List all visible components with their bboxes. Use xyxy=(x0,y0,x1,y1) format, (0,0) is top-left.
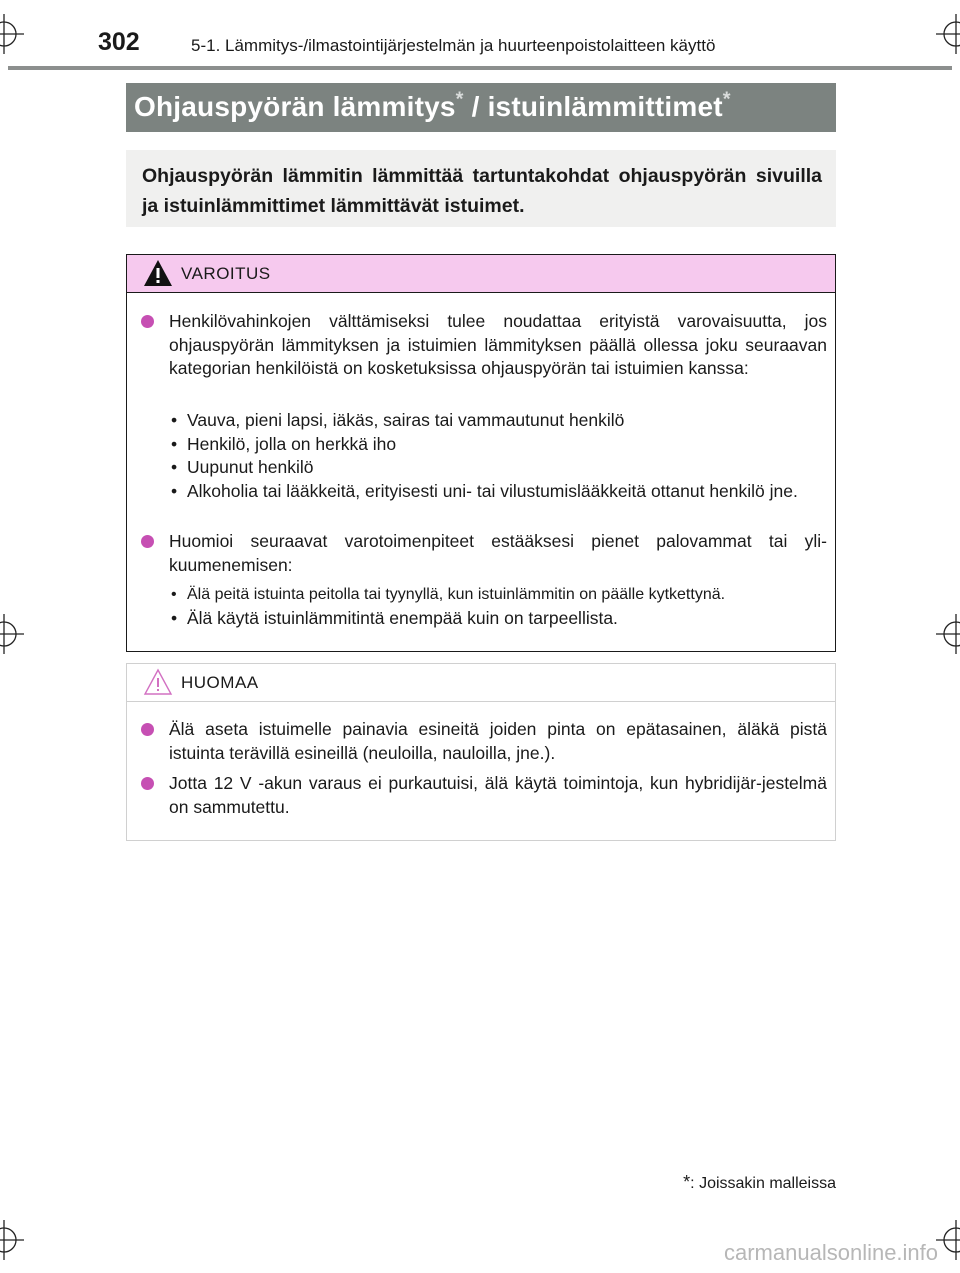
warning-sublist xyxy=(169,583,827,630)
intro-box xyxy=(126,150,836,227)
footnote xyxy=(660,1172,836,1193)
registration-mark-bottom-left xyxy=(0,1220,24,1260)
page-header xyxy=(98,28,838,64)
list-item: • Älä käytä istuinlämmitintä enempää kuin on tarpeellista. xyxy=(169,607,827,631)
section-title-part2: / istuinlämmittimet xyxy=(463,91,723,122)
section-title xyxy=(134,88,731,123)
bullet-dot-icon xyxy=(141,777,154,790)
warning-label: VAROITUS xyxy=(181,264,271,283)
asterisk-icon: * xyxy=(722,88,731,111)
notice-header xyxy=(127,664,835,702)
chapter-title: 5-1. Lämmitys-/ilmastointijärjestelmän ja huurteenpoistolaitteen käyttö xyxy=(191,36,716,55)
notice-label: HUOMAA xyxy=(181,673,259,692)
asterisk-icon: * xyxy=(683,1172,691,1192)
list-item xyxy=(141,310,827,381)
notice-item-text: Älä aseta istuimelle painavia esineitä joiden pinta on epätasainen, äläkä pistä istuinta terävillä esineillä (neuloilla, nauloilla, jne.). xyxy=(169,719,827,763)
list-item: • Vauva, pieni lapsi, iäkäs, sairas tai vammautunut henkilö xyxy=(169,409,827,433)
notice-box xyxy=(126,663,836,841)
warning-sublist xyxy=(169,409,827,503)
section-title-bar xyxy=(126,83,836,132)
warning-item-text: Henkilövahinkojen välttämiseksi tulee noudattaa erityistä varovaisuutta, jos ohjauspyörän lämmityksen ja istuimien lämmityksen päällä ollessa joku seuraavan kategorian henkilöistä on kosketuksissa ohjauspyörän tai istuimien kanssa: xyxy=(169,311,827,378)
bullet-dot-icon xyxy=(141,315,154,328)
registration-mark-middle-left xyxy=(0,614,24,654)
list-item: • Älä peitä istuinta peitolla tai tyynyllä, kun istuinlämmitin on päälle kytkettynä. xyxy=(169,583,827,607)
warning-header xyxy=(127,255,835,293)
section-title-part1: Ohjauspyörän lämmitys xyxy=(134,91,456,122)
registration-mark-bottom-right xyxy=(936,1220,960,1260)
watermark: carmanualsonline.info xyxy=(724,1240,939,1265)
list-item: • Henkilö, jolla on herkkä iho xyxy=(169,433,827,457)
list-item: • Uupunut henkilö xyxy=(169,456,827,480)
asterisk-icon: * xyxy=(455,88,464,111)
bullet-dot-icon xyxy=(141,535,154,548)
list-item xyxy=(141,772,827,819)
page-number: 302 xyxy=(98,28,140,56)
warning-box xyxy=(126,254,836,652)
list-item xyxy=(141,718,827,765)
notice-item-text: Jotta 12 V -akun varaus ei purkautuisi, älä käytä toimintoja, kun hybridijär-jestelmä on sammutettu. xyxy=(169,773,827,817)
caution-outline-icon xyxy=(143,668,173,696)
list-item: • Alkoholia tai lääkkeitä, erityisesti uni- tai vilustumislääkkeitä ottanut henkilö jne. xyxy=(169,480,827,504)
header-divider xyxy=(8,66,952,70)
warning-item-text: Huomioi seuraavat varotoimenpiteet estääksesi pienet palovammat tai yli-kuumenemisen: xyxy=(169,531,827,575)
warning-triangle-icon xyxy=(143,259,173,287)
registration-mark-top-left xyxy=(0,14,24,54)
list-item xyxy=(141,530,827,577)
footnote-text: : Joissakin malleissa xyxy=(690,1175,836,1192)
intro-text: Ohjauspyörän lämmitin lämmittää tartuntakohdat ohjauspyörän sivuilla ja istuinlämmittimet lämmittävät istuimet. xyxy=(142,165,822,217)
registration-mark-top-right xyxy=(936,14,960,54)
bullet-dot-icon xyxy=(141,723,154,736)
registration-mark-middle-right xyxy=(936,614,960,654)
